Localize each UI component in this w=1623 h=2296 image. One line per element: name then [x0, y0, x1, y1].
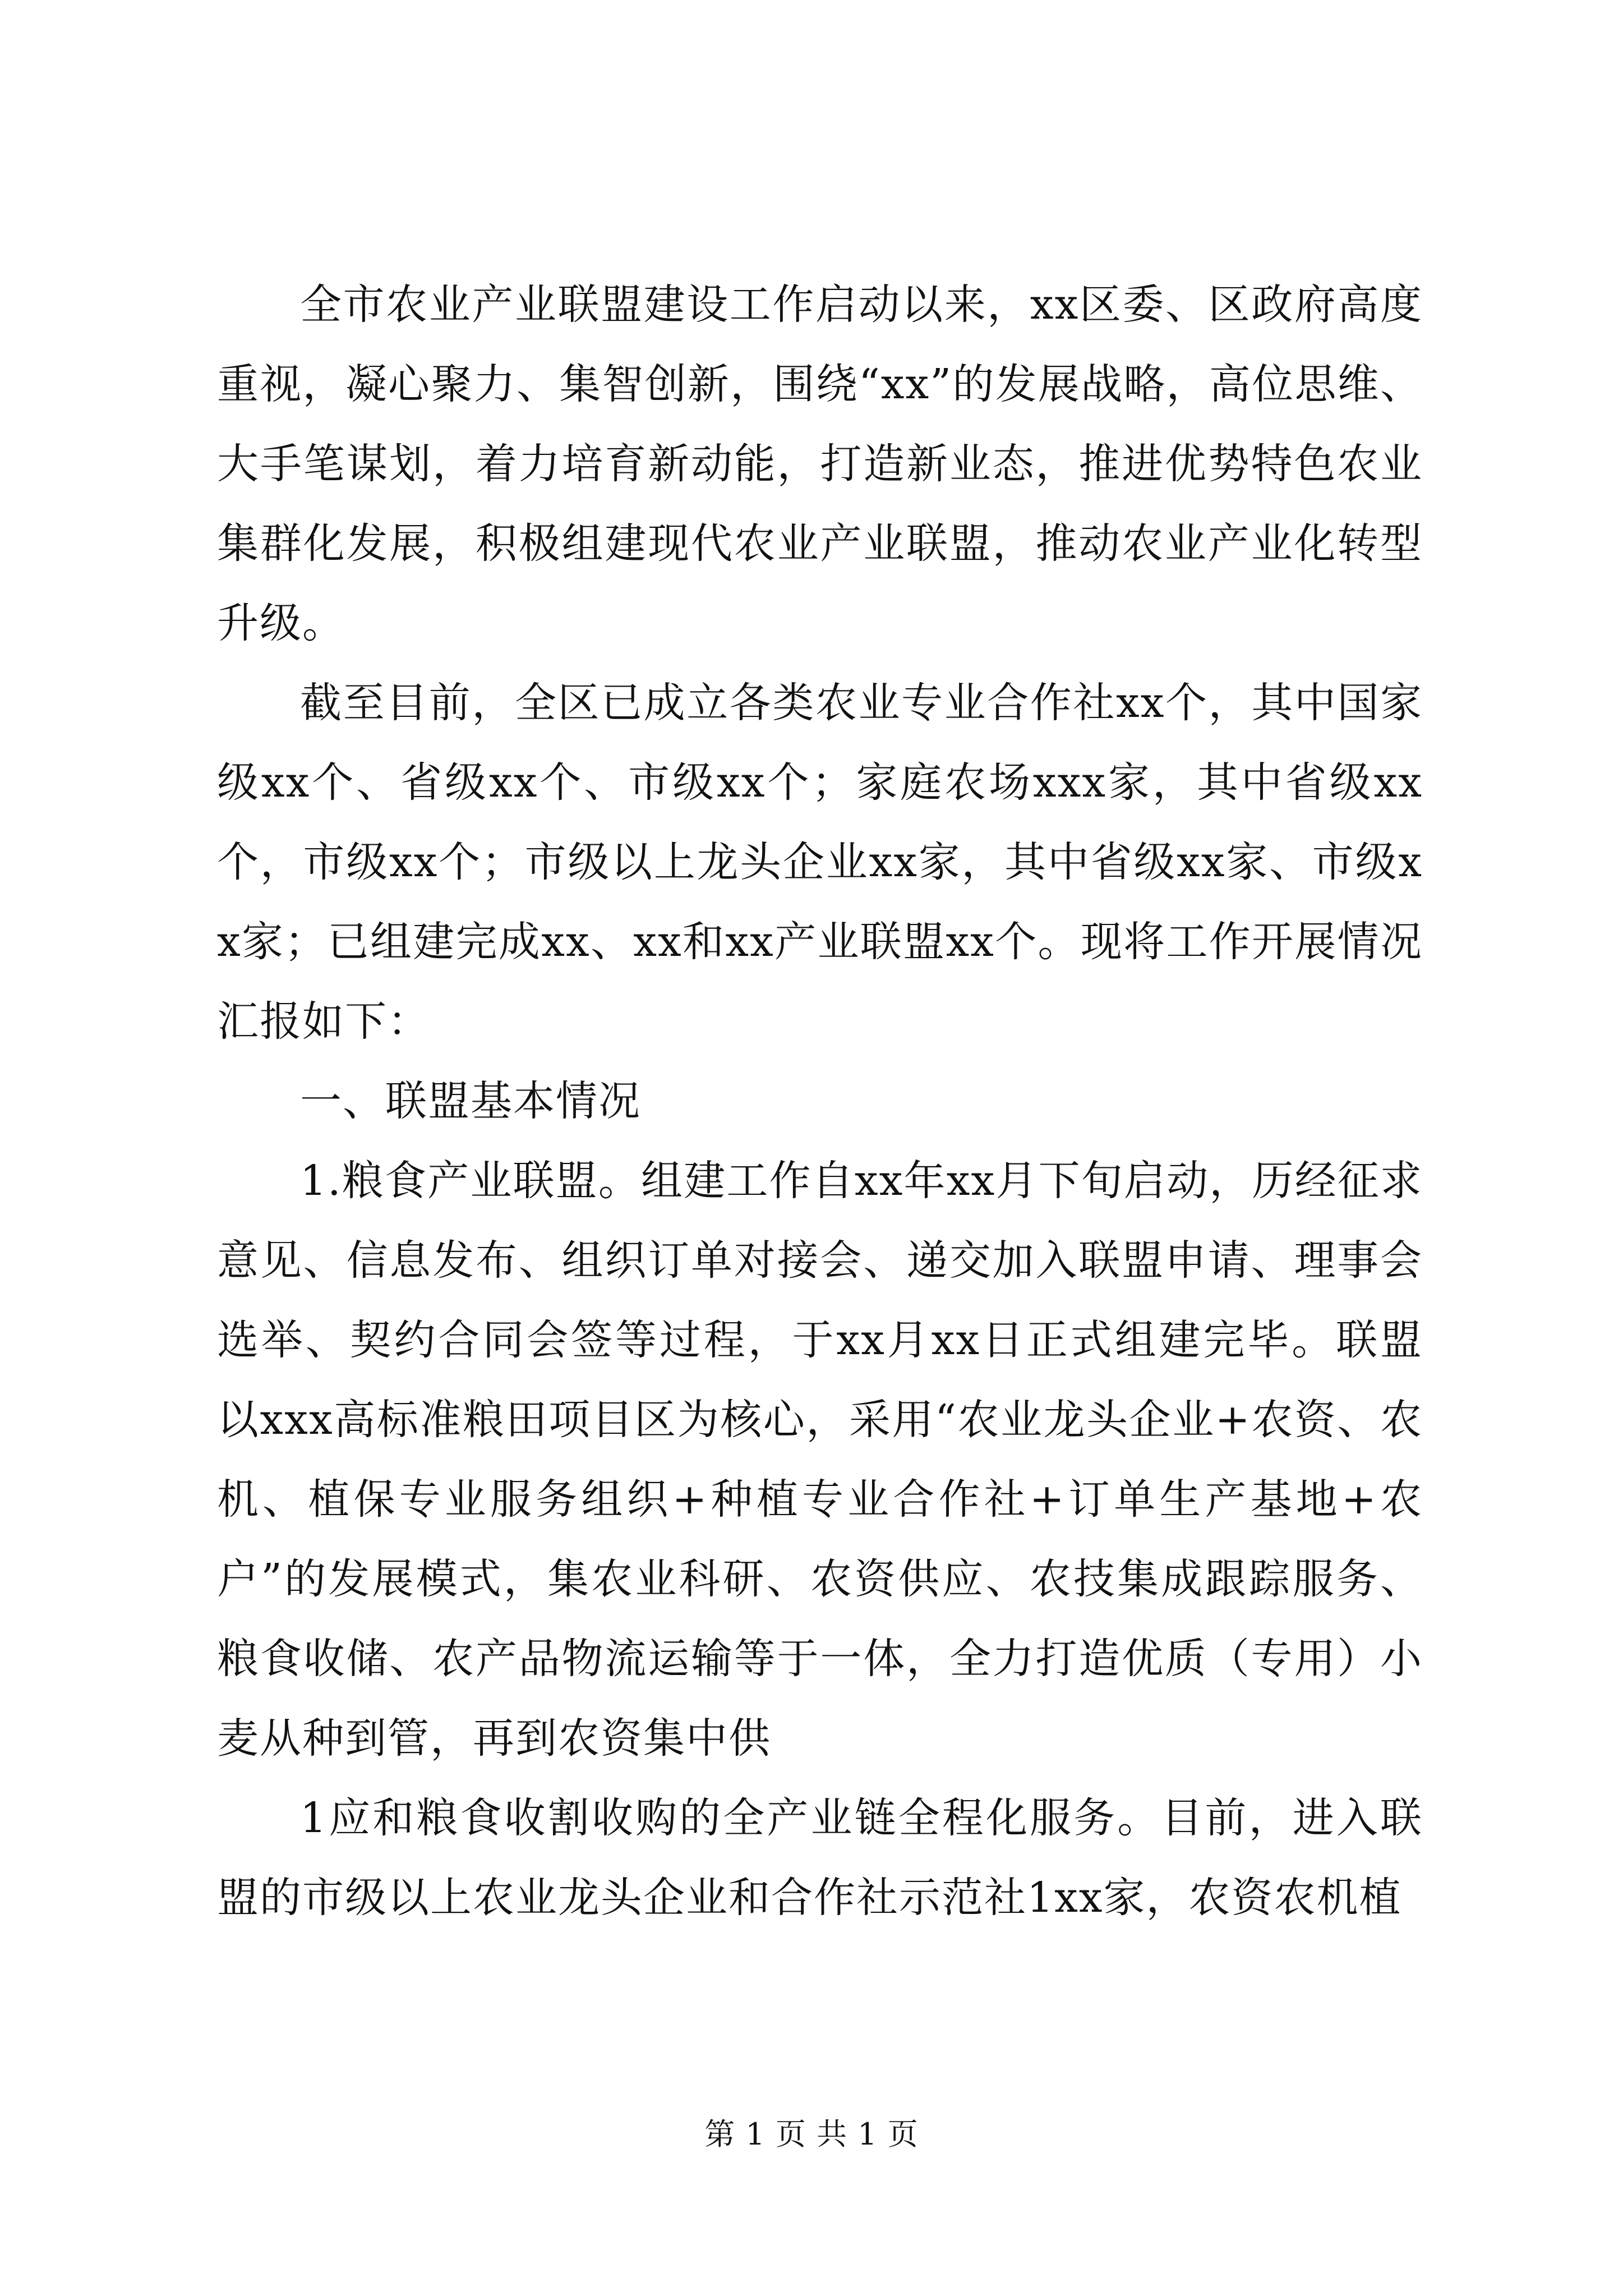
- paragraph-continuation: 1应和粮食收割收购的全产业链全程化服务。目前，进入联盟的市级以上农业龙头企业和合作社示范社1xx家，农资农机植: [217, 1794, 1423, 1922]
- document-body: [217, 265, 1423, 1938]
- page-number-footer: 第 1 页 共 1 页: [704, 2116, 919, 2152]
- section-heading: 一、联盟基本情况: [300, 1077, 641, 1125]
- paragraph-statistics: 截至目前，全区已成立各类农业专业合作社xx个，其中国家级xx个、省级xx个、市级xx个；家庭农场xxx家，其中省级xx个，市级xx个；市级以上龙头企业xx家，其中省级xx家、市级xx家；已组建完成xx、xx和xx产业联盟xx个。现将工作开展情况汇报如下：: [217, 679, 1423, 1046]
- paragraph-grain-alliance: 1.粮食产业联盟。组建工作自xx年xx月下旬启动，历经征求意见、信息发布、组织订单对接会、递交加入联盟申请、理事会选举、契约合同会签等过程，于xx月xx日正式组建完毕。联盟以xxx高标准粮田项目区为核心，采用“农业龙头企业+农资、农机、植保专业服务组织+种植专业合作社+订单生产基地+农户”的发展模式，集农业科研、农资供应、农技集成跟踪服务、粮食收储、农产品物流运输等于一体，全力打造优质（专用）小麦从种到管，再到农资集中供: [217, 1157, 1423, 1763]
- paragraph-intro: 全市农业产业联盟建设工作启动以来，xx区委、区政府高度重视，凝心聚力、集智创新，围绕“xx”的发展战略，高位思维、大手笔谋划，着力培育新动能，打造新业态，推进优势特色农业集群化发展，积极组建现代农业产业联盟，推动农业产业化转型升级。: [217, 280, 1423, 647]
